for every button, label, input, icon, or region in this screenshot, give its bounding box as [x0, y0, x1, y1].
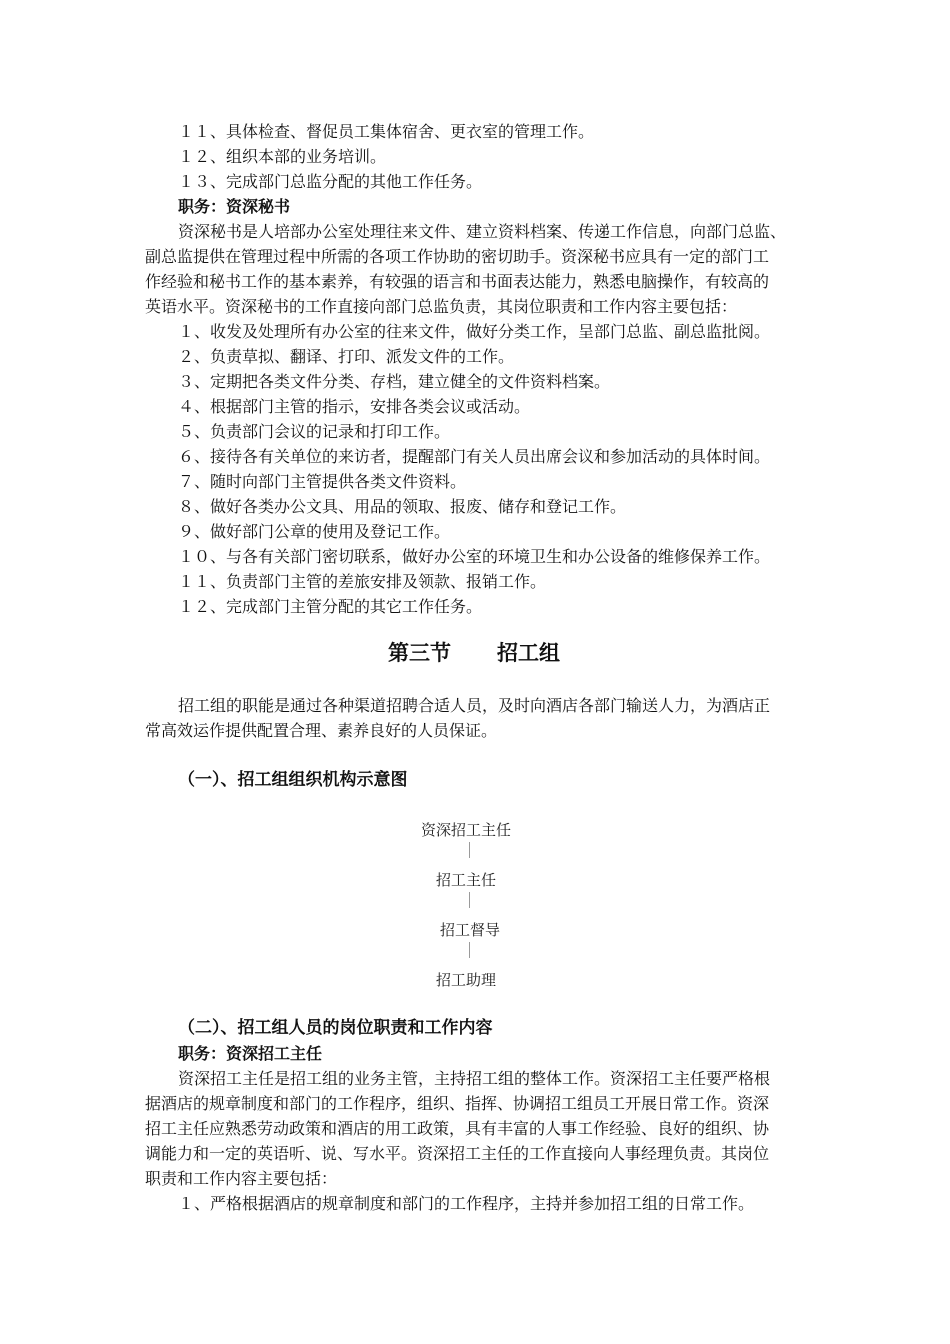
- org-chart-connector: [469, 942, 470, 958]
- paragraph-line: 招工主任应熟悉劳动政策和酒店的用工政策，具有丰富的人事工作经验、良好的组织、协: [145, 1119, 770, 1138]
- section-number: 第三节: [388, 641, 451, 665]
- list-item: １、收发及处理所有办公室的往来文件，做好分类工作，呈部门总监、副总监批阅。: [178, 322, 771, 341]
- list-item: ６、接待各有关单位的来访者，提醒部门有关人员出席会议和参加活动的具体时间。: [178, 447, 771, 466]
- list-item: １３、完成部门总监分配的其他工作任务。: [178, 172, 483, 191]
- org-chart-connector: [469, 842, 470, 858]
- list-item: １、严格根据酒店的规章制度和部门的工作程序，主持并参加招工组的日常工作。: [178, 1194, 755, 1213]
- list-item: ８、做好各类办公文具、用品的领取、报废、储存和登记工作。: [178, 497, 627, 516]
- list-item: ２、负责草拟、翻译、打印、派发文件的工作。: [178, 347, 515, 366]
- org-chart-node: 招工主任: [435, 871, 496, 889]
- paragraph-line: 招工组的职能是通过各种渠道招聘合适人员，及时向酒店各部门输送人力，为酒店正: [178, 696, 771, 715]
- paragraph-line: 英语水平。资深秘书的工作直接向部门总监负责，其岗位职责和工作内容主要包括：: [145, 297, 738, 316]
- paragraph-line: 常高效运作提供配置合理、素养良好的人员保证。: [145, 721, 498, 740]
- org-chart-node: 招工助理: [435, 971, 496, 989]
- paragraph-line: 据酒店的规章制度和部门的工作程序，组织、指挥、协调招工组员工开展日常工作。资深: [145, 1094, 770, 1113]
- org-chart-node: 招工督导: [439, 921, 500, 939]
- list-item: ５、负责部门会议的记录和打印工作。: [178, 422, 451, 441]
- paragraph-line: 资深秘书是人培部办公室处理往来文件、建立资料档案、传递工作信息，向部门总监、: [178, 222, 787, 241]
- paragraph-line: 职责和工作内容主要包括：: [145, 1169, 338, 1188]
- role-title: 职务：资深秘书: [178, 197, 291, 216]
- list-item: ４、根据部门主管的指示，安排各类会议或活动。: [178, 397, 531, 416]
- list-item: １２、组织本部的业务培训。: [178, 147, 387, 166]
- list-item: １１、具体检查、督促员工集体宿舍、更衣室的管理工作。: [178, 122, 595, 141]
- subsection-heading: （二）、招工组人员的岗位职责和工作内容: [178, 1018, 493, 1038]
- paragraph-line: 作经验和秘书工作的基本素养，有较强的语言和书面表达能力，熟悉电脑操作，有较高的: [145, 272, 770, 291]
- paragraph-line: 副总监提供在管理过程中所需的各项工作协助的密切助手。资深秘书应具有一定的部门工: [145, 247, 770, 266]
- section-title: 招工组: [497, 641, 560, 665]
- list-item: ９、做好部门公章的使用及登记工作。: [178, 522, 451, 541]
- list-item: １０、与各有关部门密切联系，做好办公室的环境卫生和办公设备的维修保养工作。: [178, 547, 771, 566]
- org-chart-connector: [469, 892, 470, 908]
- list-item: １１、负责部门主管的差旅安排及领款、报销工作。: [178, 572, 547, 591]
- subsection-heading: （一）、招工组组织机构示意图: [178, 770, 408, 790]
- list-item: ７、随时向部门主管提供各类文件资料。: [178, 472, 467, 491]
- role-title: 职务：资深招工主任: [178, 1044, 323, 1063]
- org-chart-node: 资深招工主任: [420, 821, 511, 839]
- list-item: ３、定期把各类文件分类、存档，建立健全的文件资料档案。: [178, 372, 611, 391]
- paragraph-line: 资深招工主任是招工组的业务主管，主持招工组的整体工作。资深招工主任要严格根: [178, 1069, 771, 1088]
- paragraph-line: 调能力和一定的英语听、说、写水平。资深招工主任的工作直接向人事经理负责。其岗位: [145, 1144, 770, 1163]
- list-item: １２、完成部门主管分配的其它工作任务。: [178, 597, 483, 616]
